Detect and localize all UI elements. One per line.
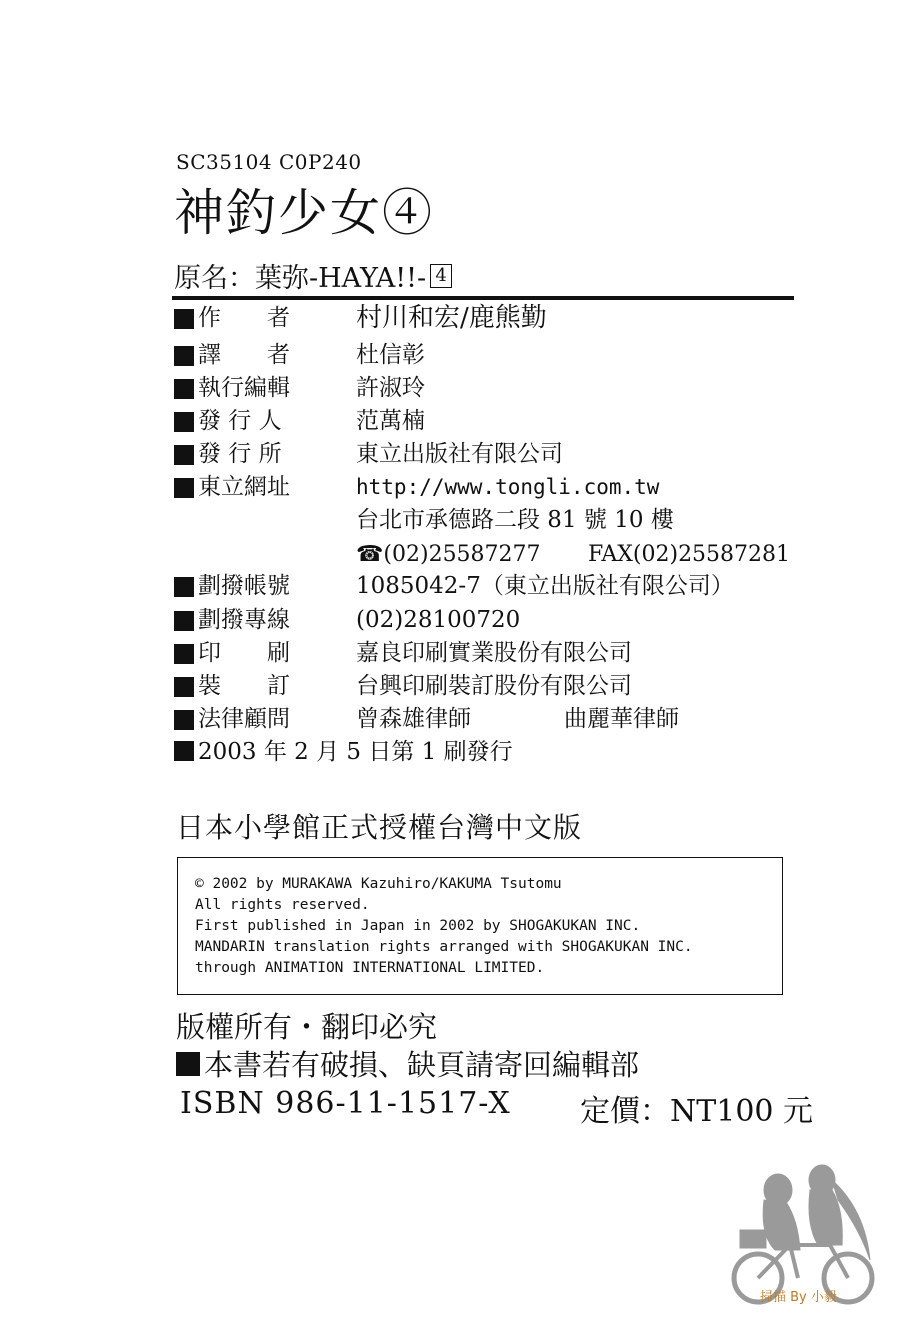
credit-value-secondary: 曲麗華律師 [564,706,679,732]
edition-date: 2003 年 2 月 5 日第 1 刷發行 [198,739,513,765]
bullet-square [174,577,194,597]
copyright-line: All rights reserved. [195,897,370,913]
credit-label: 作 者 [198,305,290,331]
original-title-text: 原名：葉弥-HAYA!!- [174,263,427,294]
bullet-square [174,379,194,399]
bullet-square [174,611,194,631]
copyright-box [177,857,783,995]
credit-value: 范萬楠 [356,408,425,434]
credit-label: 劃撥帳號 [198,573,290,599]
copyright-line: MANDARIN translation rights arranged with SHOGAKUKAN INC. [195,939,693,955]
bullet-square [176,1052,200,1076]
credit-value: 曾森雄律師 [356,706,471,732]
book-title: 神釣少女④ [174,184,434,242]
credit-value: 台興印刷裝訂股份有限公司 [356,673,632,699]
copyright-line: through ANIMATION INTERNATIONAL LIMITED. [195,960,545,976]
scanner-watermark-text: 掃描 By 小毅 [760,1290,837,1305]
credit-label: 譯 者 [198,342,290,368]
catalog-code: SC35104 C0P240 [176,150,362,174]
bullet-square [174,478,194,498]
rights-reserved: 版權所有・翻印必究 [176,1010,438,1044]
credit-value: 村川和宏/鹿熊勤 [356,303,547,333]
fax-number: FAX(02)25587281 [588,542,791,567]
credit-label: 發 行 所 [198,441,282,467]
bullet-square [174,445,194,465]
bullet-square [174,412,194,432]
bullet-square [174,741,194,761]
bullet-square [174,710,194,730]
credit-value: 東立出版社有限公司 [356,441,563,467]
credit-value: 1085042-7（東立出版社有限公司） [356,573,734,599]
copyright-line: © 2002 by MURAKAWA Kazuhiro/KAKUMA Tsutomu [195,876,562,892]
credit-label: 裝 訂 [198,673,290,699]
website-link[interactable]: http://www.tongli.com.tw [356,475,660,499]
isbn: ISBN 986-11-1517-X [180,1086,511,1121]
bullet-square [174,309,194,329]
credit-label: 東立網址 [198,474,290,500]
price: 定價：NT100 元 [580,1094,814,1129]
credit-label: 發 行 人 [198,408,282,434]
copyright-line: First published in Japan in 2002 by SHOGAKUKAN INC. [195,918,641,934]
credit-value: 杜信彰 [356,342,425,368]
credit-value: (02)28100720 [356,607,521,633]
original-title [174,256,452,295]
bullet-square [174,346,194,366]
credit-label: 執行編輯 [198,375,290,401]
damage-notice [176,1043,639,1084]
credit-value: 嘉良印刷實業股份有限公司 [356,640,632,666]
credit-value: 許淑玲 [356,375,425,401]
telephone-number: (02)25587277 [383,542,541,567]
header-rule [172,296,794,300]
bullet-square [174,677,194,697]
credit-label: 法律顧問 [198,706,290,732]
credit-label: 劃撥專線 [198,607,290,633]
volume-box: 4 [430,264,452,288]
address: 台北市承德路二段 81 號 10 樓 [356,507,674,533]
bullet-square [174,644,194,664]
credit-label: 印 刷 [198,640,290,666]
authorization-statement: 日本小學館正式授權台灣中文版 [176,811,583,844]
damage-notice-text: 本書若有破損、缺頁請寄回編輯部 [204,1048,640,1082]
telephone-icon: ☎ [356,542,384,567]
edition-row [174,736,513,769]
